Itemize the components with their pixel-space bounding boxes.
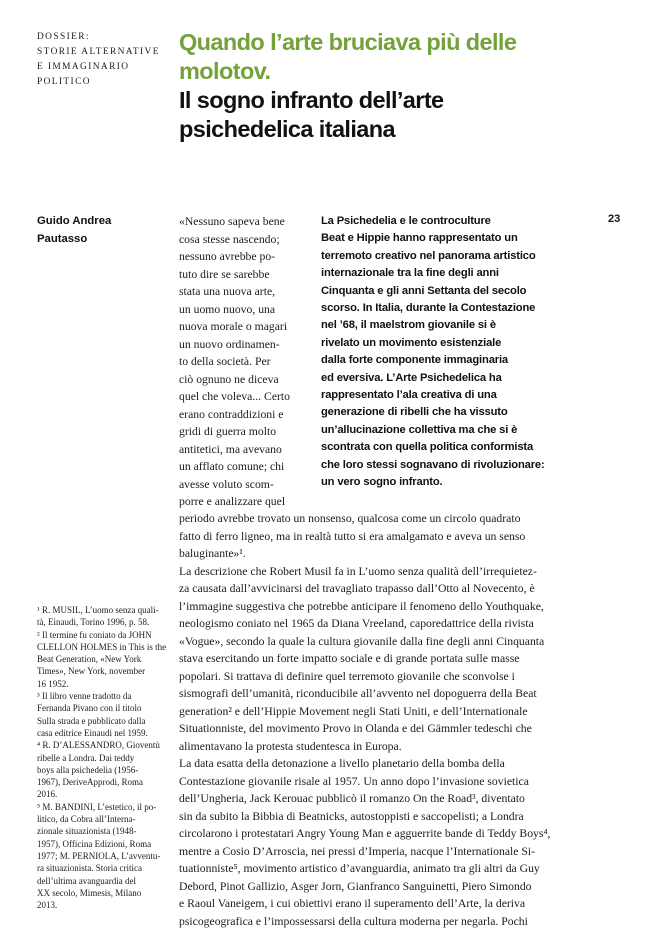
body-line: tuationniste⁵, movimento artistico d’avanguardia, animato tra gli altri da Guy [179, 862, 540, 875]
footnote-line: tà, Einaudi, Torino 1996, p. 58. [37, 617, 150, 628]
quote-line: nessuno avrebbe po- [179, 250, 276, 263]
body-line: generation² e dell’Hippie Movement negli Stati Uniti, e dell’Internationale [179, 704, 528, 718]
quote-line: nuova morale o magari [179, 320, 288, 333]
body-line: dell’Ungheria, Jack Kerouac pubblicò il romanzo On the Road³, diventato [179, 792, 525, 805]
abstract-line: scorso. In Italia, durante la Contestazione [321, 302, 536, 315]
abstract-line: che loro stessi sognavano di rivoluzionare: [321, 458, 545, 471]
abstract-line: La Psichedelia e le controculture [321, 215, 491, 227]
footnote-line: Sulla strada e pubblicato dalla [37, 715, 146, 726]
author-line: Guido Andrea [37, 215, 112, 227]
footnote-line: CLELLON HOLMES in This is the [37, 641, 167, 652]
quote-line: avesse voluto scom- [179, 477, 274, 491]
section-label-line: STORIE ALTERNATIVE [37, 47, 160, 57]
footnote-line: ¹ R. MUSIL, L’uomo senza quali- [37, 605, 159, 615]
article-title [179, 28, 619, 144]
footnote-line: ra situazionista. Storia critica [37, 863, 142, 874]
abstract-line: Beat e Hippie hanno rappresentato un [321, 232, 518, 245]
footnote-line: ribelle a Londra. Dai teddy [37, 752, 135, 763]
footnote-line: ³ Il libro venne tradotto da [37, 691, 132, 702]
quote-line: tuto dire se sarebbe [179, 267, 270, 281]
abstract-line: internazionale tra la fine degli anni [321, 267, 499, 280]
quote-line: ciò ognuno ne diceva [179, 372, 279, 386]
abstract-line: un’allucinazione collettiva ma che si è [321, 423, 518, 436]
footnote-line: 1967), DeriveApprodi, Roma [37, 777, 143, 788]
body-line: «Vogue», secondo la quale la cultura giovanile dalla fine degli anni Cinquanta [179, 634, 545, 648]
body-line: periodo avrebbe trovato un nonsenso, qualcosa come un circolo quadrato [179, 512, 521, 525]
body-line: Situationniste, del movimento Provo in Olanda e dei Gämmler tedeschi che [179, 722, 532, 735]
quote-line: porre e analizzare quel [179, 495, 286, 508]
author-name [37, 213, 157, 248]
body-line: stava esercitando un forte impatto sociale e di grande portata sulle masse [179, 652, 520, 665]
body-line: sismografi dell’umanità, riconducibile all’avvento nel dopoguerra della Beat [179, 687, 537, 700]
footnote-line: 1977; M. PERNIOLA, L’avventu- [37, 850, 161, 861]
body-line: mentre a Cosio D’Arroscia, nei pressi d’Imperia, nacque l’Internationale Si- [179, 844, 536, 858]
quote-line: stata una nuova arte, [179, 285, 276, 298]
footnote-line: zionale situazionista (1948- [37, 826, 137, 837]
section-label-line: E IMMAGINARIO [37, 62, 130, 72]
body-line: popolari. Si trattava di definire quel terremoto giovanile che sconvolse i [179, 669, 515, 683]
footnote-line: 2013. [37, 900, 58, 911]
body-line: e Raoul Vaneigem, i cui obiettivi erano il superamento dell’Arte, la deriva [179, 897, 526, 910]
body-line: neologismo coniato nel 1965 da Diana Vreeland, caporedattrice della rivista [179, 617, 534, 630]
abstract-line: nel ’68, il maelstrom giovanile si è [321, 319, 496, 332]
body-line: sin da subito la Bibbia di Beatnicks, autostoppisti e saccopelisti; a Londra [179, 809, 524, 823]
quote-line: un uomo nuovo, una [179, 302, 276, 316]
section-label [37, 30, 172, 90]
quote-line: un nuovo ordinamen- [179, 337, 280, 351]
footnote-line: boys alla psichedelia (1956- [37, 764, 139, 775]
body-line: l’immagine suggestiva che potrebbe anticipare il fenomeno dello Youthquake, [179, 599, 544, 613]
abstract-line: ed eversiva. L’Arte Psichedelica ha [321, 371, 502, 384]
title-line: molotov. [179, 58, 271, 84]
footnote-line: Beat Generation, «New York [37, 654, 142, 665]
body-text [179, 510, 603, 930]
quote-line: gridi di guerra molto [179, 425, 277, 438]
quote-line: un afflato comune; chi [179, 460, 285, 473]
quote-line: erano contraddizioni e [179, 407, 284, 421]
opening-quote [179, 213, 307, 511]
footnote-line: dell’ultima avanguardia del [37, 875, 136, 886]
footnote-line: litico, da Cobra all’Interna- [37, 814, 136, 825]
abstract-line: rivelato un movimento esistenziale [321, 336, 502, 349]
abstract-line: dalla forte componente immaginaria [321, 354, 508, 367]
abstract-line: scontrata con quella politica conformista [321, 441, 534, 454]
quote-line: quel che voleva... Certo [179, 390, 290, 403]
body-line: baluginante»¹. [179, 547, 246, 560]
footnotes [37, 604, 165, 911]
footnote-line: XX secolo, Mimesis, Milano [37, 887, 142, 898]
author-line: Pautasso [37, 232, 88, 245]
body-line: Debord, Pinot Gallizio, Asger Jorn, Gianfranco Sanguinetti, Piero Simondo [179, 879, 532, 893]
body-line: fatto di ferro ligneo, ma in realtà tutto si era amalgamato e aveva un senso [179, 529, 526, 543]
abstract-line: rappresentato l’ala creativa di una [321, 389, 497, 402]
body-line: La data esatta della detonazione a livello planetario della bomba della [179, 757, 505, 770]
quote-line: «Nessuno sapeva bene [179, 215, 285, 228]
subtitle-line: Il sogno infranto dell’arte [179, 87, 444, 113]
quote-line: antitetici, ma avevano [179, 442, 282, 456]
body-line: circolarono i protestatari Angry Young Man e agguerrite bande di Teddy Boys⁴, [179, 827, 551, 840]
subtitle-line: psichedelica italiana [179, 116, 395, 142]
abstract-line: un vero sogno infranto. [321, 476, 443, 489]
footnote-line: casa editrice Einaudi nel 1959. [37, 727, 148, 738]
page-number: 23 [608, 213, 621, 225]
body-line: za causata dall’avvicinarsi del travagliato trapasso dall’Otto al Novecento, è [179, 582, 535, 595]
body-line: alimentavano la protesta studentesca in Europa. [179, 739, 402, 753]
footnote-line: Fernanda Pivano con il titolo [37, 703, 142, 714]
footnote-line: ² Il termine fu coniato da JOHN [37, 629, 152, 640]
footnote-line: 2016. [37, 789, 58, 800]
footnote-line: 1957), Officina Edizioni, Roma [37, 838, 152, 849]
quote-line: to della società. Per [179, 355, 271, 368]
section-label-line: POLITICO [37, 77, 91, 87]
title-line: Quando l’arte bruciava più delle [179, 29, 517, 55]
body-line: Contestazione giovanile risale al 1957. Un anno dopo l’invasione sovietica [179, 774, 529, 788]
footnote-line: Times», New York, november [37, 666, 146, 677]
body-line: psicogeografica e l’impossessarsi della cultura moderna per negarla. Pochi [179, 914, 528, 928]
abstract-line: generazione di ribelli che ha vissuto [321, 406, 508, 419]
footnote-line: 16 1952. [37, 678, 69, 689]
abstract [321, 213, 603, 492]
body-line: La descrizione che Robert Musil fa in L’uomo senza qualità dell’irrequietez- [179, 564, 537, 578]
abstract-line: Cinquanta e gli anni Settanta del secolo [321, 284, 527, 297]
quote-line: cosa stesse nascendo; [179, 232, 280, 246]
abstract-line: terremoto creativo nel panorama artistico [321, 249, 536, 262]
footnote-line: ⁴ R. D’ALESSANDRO, Gioventù [37, 740, 160, 751]
footnote-line: ⁵ M. BANDINI, L’estetico, il po- [37, 801, 157, 812]
section-label-line: DOSSIER: [37, 32, 90, 42]
